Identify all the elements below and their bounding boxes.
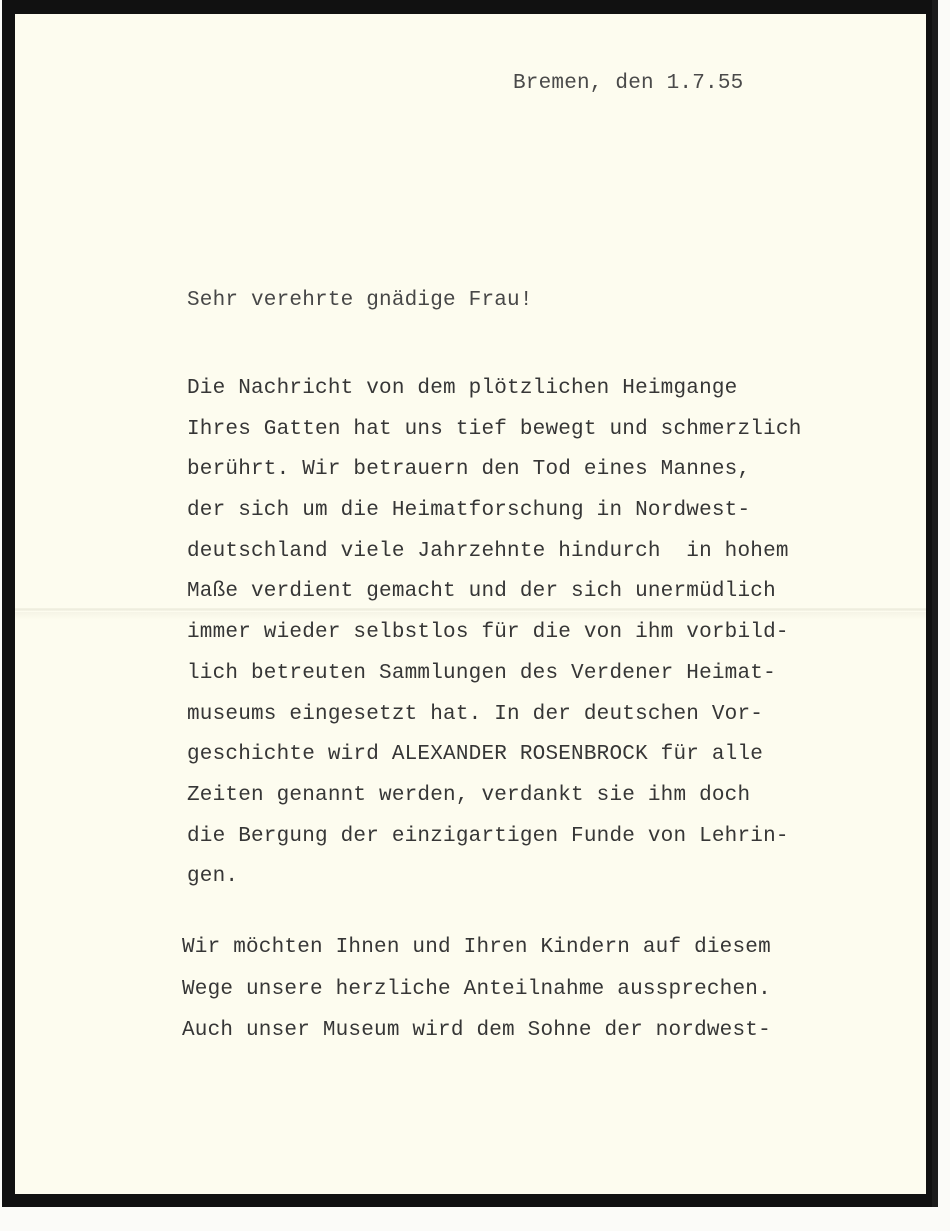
letter-sheet [15,14,926,1194]
text-line: die Bergung der einzigartigen Funde von Lehrin- [187,824,789,848]
letter-paragraph-1 [187,369,802,898]
text-line: Auch unser Museum wird dem Sohne der nordwest- [182,1019,771,1042]
letter-date: Bremen, den 1.7.55 [513,72,744,95]
text-line: Ihres Gatten hat uns tief bewegt und schmerzlich [187,417,802,441]
text-line: Wege unsere herzliche Anteilnahme aussprechen. [182,977,771,1001]
text-line: lich betreuten Sammlungen des Verdener Heimat- [187,661,776,685]
text-line: Die Nachricht von dem plötzlichen Heimgange [187,377,738,400]
text-line: geschichte wird ALEXANDER ROSENBROCK für alle [187,743,764,767]
mourning-border [2,0,938,1207]
text-line: Maße verdient gemacht und der sich unermüdlich [187,580,776,604]
text-line: berührt. Wir betrauern den Tod eines Mannes, [187,458,751,482]
text-line: der sich um die Heimatforschung in Nordwest- [187,499,751,523]
text-line: museums eingesetzt hat. In der deutschen Vor- [187,702,764,726]
letter-paragraph-2 [182,927,771,1052]
letter-salutation: Sehr verehrte gnädige Frau! [187,289,533,312]
text-line: Zeiten genannt werden, verdankt sie ihm doch [187,783,751,807]
text-line: deutschland viele Jahrzehnte hindurch in hohem [187,539,789,563]
text-line: Wir möchten Ihnen und Ihren Kindern auf diesem [182,936,771,959]
text-line: gen. [187,865,239,889]
text-line: immer wieder selbstlos für die von ihm vorbild- [187,621,789,645]
